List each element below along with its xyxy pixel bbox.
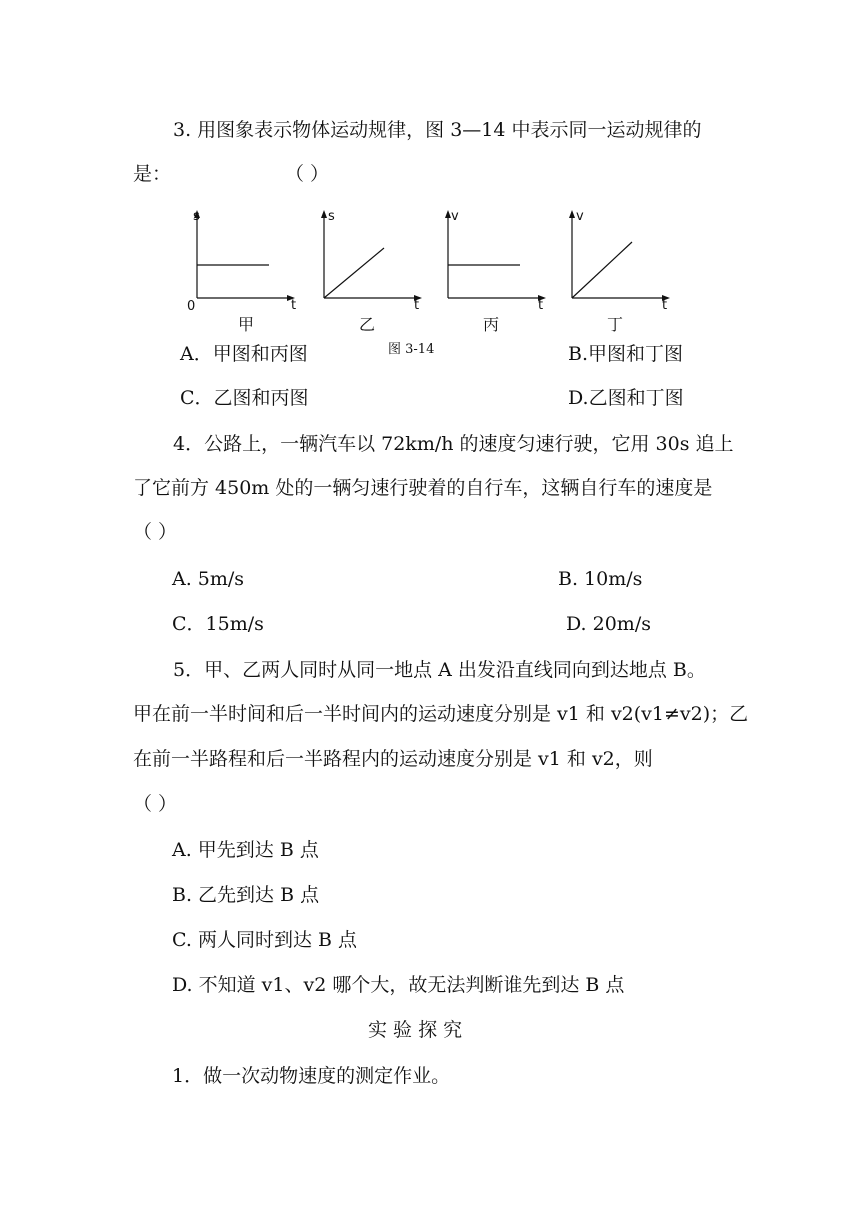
- q5-option-b: B. 乙先到达 B 点: [172, 884, 320, 906]
- graph-bing-x-axis-label: t: [538, 298, 544, 313]
- graph-jia-x-axis-label: t: [291, 298, 297, 313]
- graph-ding-x-axis-label: t: [662, 298, 668, 313]
- q4-answer-blank: （ ）: [133, 521, 178, 543]
- graph-jia: [185, 200, 305, 315]
- graph-jia-label: 甲: [238, 315, 255, 334]
- q5-option-d: D. 不知道 v1、v2 哪个大，故无法判断谁先到达 B 点: [172, 974, 625, 996]
- q5-line1: 5．甲、乙两人同时从同一地点 A 出发沿直线同向到达地点 B。: [173, 659, 706, 681]
- graph-jia-origin-label: 0: [187, 299, 196, 314]
- q4-option-d: D. 20m/s: [566, 613, 651, 635]
- graph-bing-y-axis-label: v: [451, 209, 459, 224]
- q5-option-c: C. 两人同时到达 B 点: [172, 929, 357, 951]
- section-title: 实 验 探 究: [368, 1019, 463, 1041]
- q4-line2: 了它前方 450m 处的一辆匀速行驶着的自行车，这辆自行车的速度是: [133, 477, 713, 499]
- q4-option-c: C．15m/s: [172, 613, 264, 635]
- q4-line1: 4．公路上，一辆汽车以 72km/h 的速度匀速行驶，它用 30s 追上: [173, 433, 734, 455]
- graph-jia-svg: [185, 200, 305, 310]
- q3-answer-blank: （ ）: [285, 163, 330, 185]
- q5-line2: 甲在前一半时间和后一半时间内的运动速度分别是 v1 和 v2(v1≠v2)；乙: [133, 703, 749, 725]
- q5-answer-blank: （ ）: [133, 793, 178, 815]
- graph-yi-x-axis-label: t: [414, 298, 420, 313]
- graph-bing-label: 丙: [483, 315, 500, 334]
- q3-option-c: C．乙图和丙图: [180, 387, 309, 409]
- q3-option-d: D.乙图和丁图: [568, 387, 684, 409]
- q3-option-a: A．甲图和丙图: [180, 343, 308, 365]
- graph-ding-label: 丁: [607, 315, 624, 334]
- graph-yi-y-axis-label: s: [328, 209, 335, 224]
- q3-option-b: B.甲图和丁图: [568, 343, 684, 365]
- q5-option-a: A. 甲先到达 B 点: [172, 839, 319, 861]
- graph-yi-label: 乙: [359, 315, 376, 334]
- graph-ding-y-axis-label: v: [576, 209, 584, 224]
- q4-option-a: A. 5m/s: [172, 568, 245, 590]
- section-item-1: 1．做一次动物速度的测定作业。: [172, 1065, 451, 1087]
- graph-yi-data-line: [324, 248, 384, 298]
- q4-option-b: B. 10m/s: [558, 568, 643, 590]
- q3-line1: 3. 用图象表示物体运动规律，图 3—14 中表示同一运动规律的: [173, 119, 702, 141]
- q5-line3: 在前一半路程和后一半路程内的运动速度分别是 v1 和 v2，则: [133, 748, 653, 770]
- q3-line2a: 是：: [133, 163, 172, 185]
- graph-ding-data-line: [572, 242, 632, 298]
- figure-caption: 图 3-14: [388, 342, 435, 357]
- graph-jia-y-axis-label: s: [193, 209, 200, 224]
